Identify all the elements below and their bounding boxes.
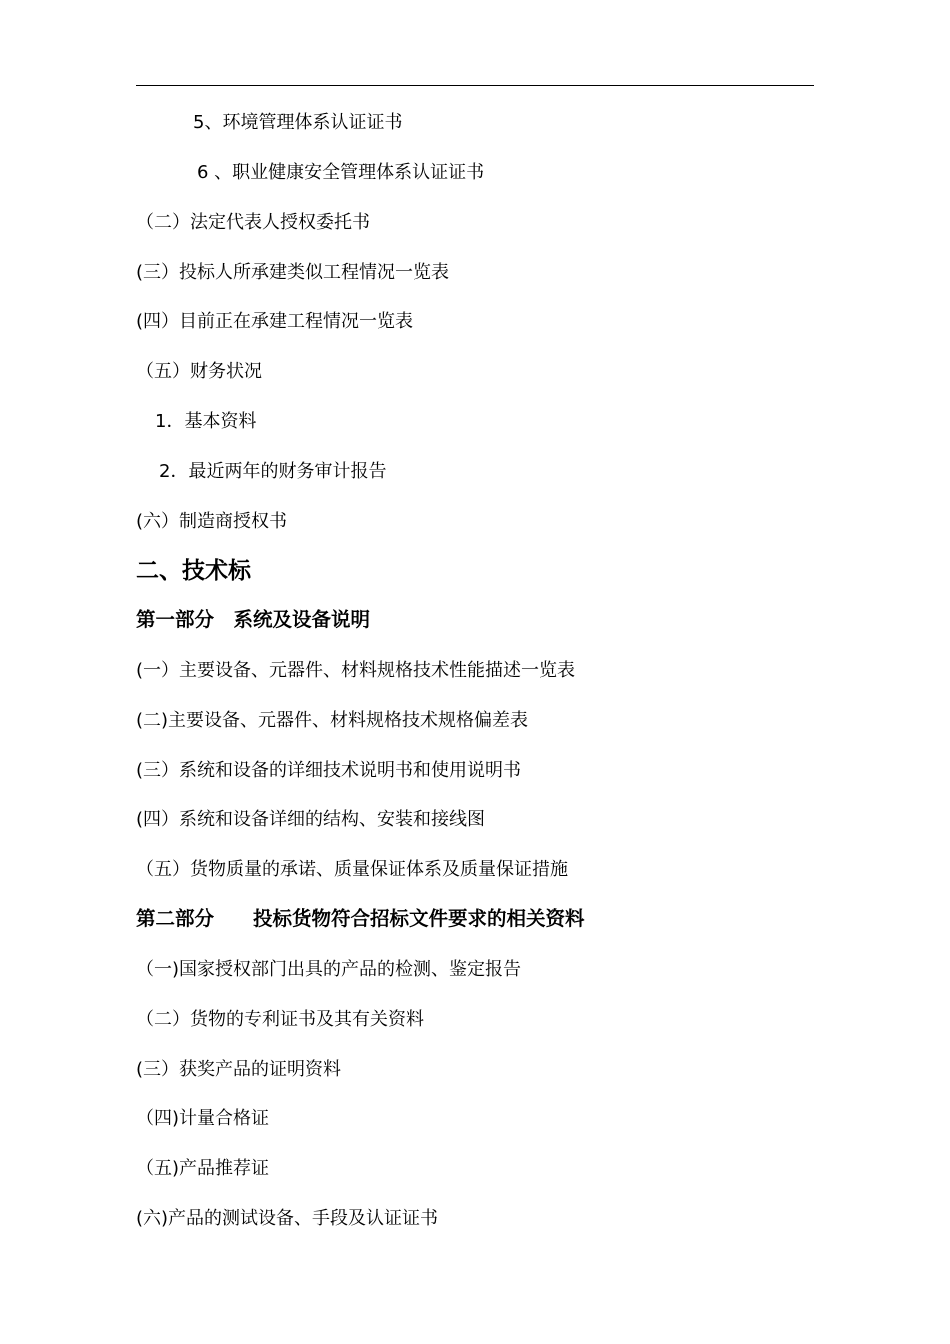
list-item: 6 、职业健康安全管理体系认证证书 [197,162,485,183]
list-item: (三）系统和设备的详细技术说明书和使用说明书 [136,760,522,781]
list-item: （一)国家授权部门出具的产品的检测、鉴定报告 [136,959,522,980]
list-item: (三）投标人所承建类似工程情况一览表 [136,262,450,283]
list-item: （五)产品推荐证 [136,1158,270,1179]
list-item: （二）法定代表人授权委托书 [136,212,370,233]
list-item: （五）货物质量的承诺、质量保证体系及质量保证措施 [136,859,568,880]
list-item: (四）目前正在承建工程情况一览表 [136,311,414,332]
list-item: 1．基本资料 [155,411,257,432]
list-item: （五）财务状况 [136,361,262,382]
header-rule [136,85,814,86]
list-item: (二)主要设备、元器件、材料规格技术规格偏差表 [136,710,529,731]
list-item: (六)产品的测试设备、手段及认证证书 [136,1208,439,1229]
list-item: （二）货物的专利证书及其有关资料 [136,1009,424,1030]
list-item: （四)计量合格证 [136,1108,270,1129]
list-item: (六）制造商授权书 [136,511,288,532]
list-item: (一）主要设备、元器件、材料规格技术性能描述一览表 [136,660,576,681]
list-item: 2．最近两年的财务审计报告 [159,461,387,482]
part-2-heading: 第二部分 投标货物符合招标文件要求的相关资料 [136,907,585,930]
section-heading-technical: 二、技术标 [136,558,251,584]
part-1-heading: 第一部分 系统及设备说明 [136,608,371,631]
list-item: 5、环境管理体系认证证书 [193,112,403,133]
list-item: (四）系统和设备详细的结构、安装和接线图 [136,809,486,830]
list-item: (三）获奖产品的证明资料 [136,1059,342,1080]
